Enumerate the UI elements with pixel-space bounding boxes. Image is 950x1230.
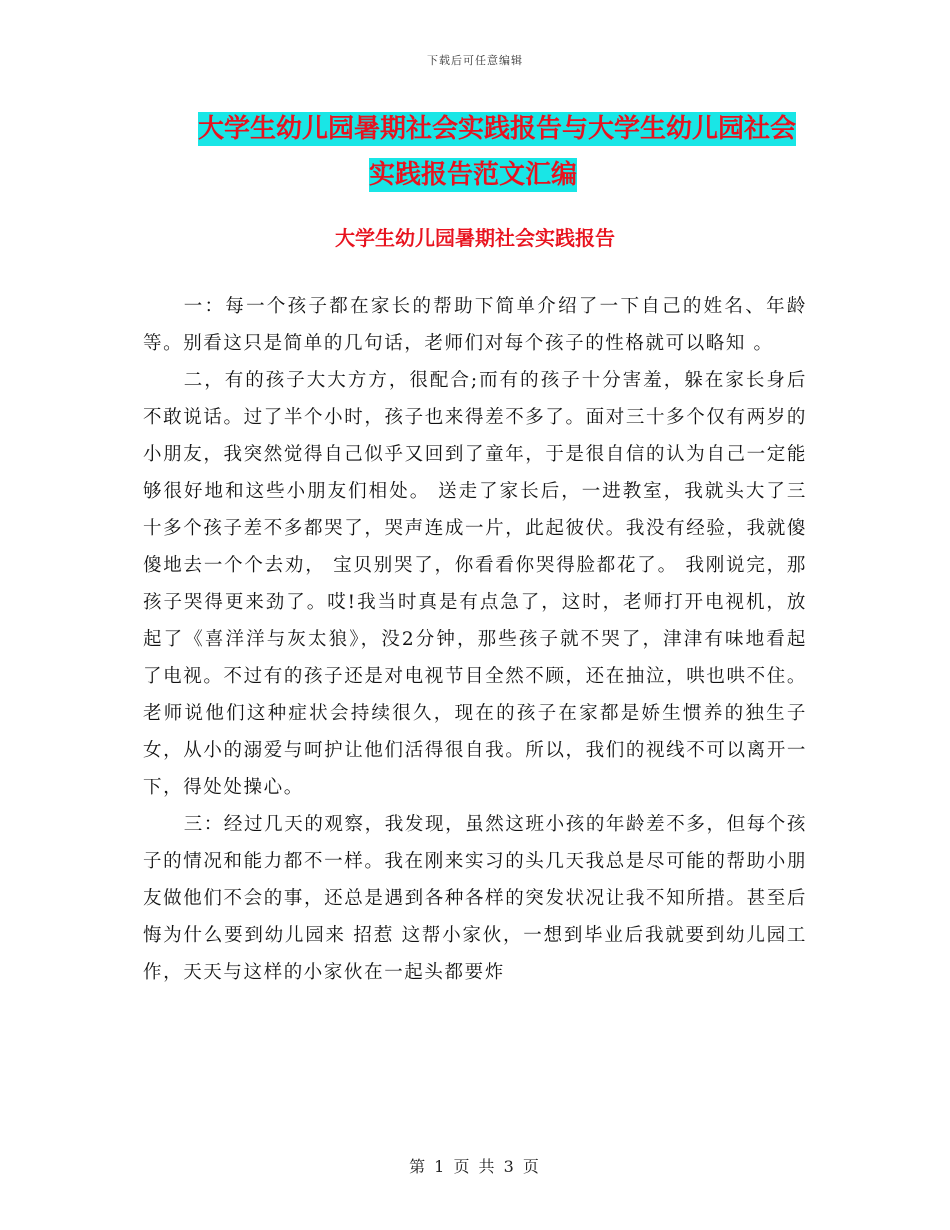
document-title-line-1 bbox=[22, 108, 950, 150]
section-title: 大学生幼儿园暑期社会实践报告 bbox=[335, 226, 615, 250]
document-title-line-2 bbox=[0, 154, 948, 196]
body-paragraph-1: 一：每一个孩子都在家长的帮助下简单介绍了一下自己的姓名、年龄等。别看这只是简单的几句话，老师们对每个孩子的性格就可以略知 。 bbox=[143, 296, 807, 354]
body-paragraph-2: 二，有的孩子大大方方，很配合;而有的孩子十分害羞，躲在家长身后不敢说话。过了半个小时，孩子也来得差不多了。面对三十多个仅有两岁的小朋友，我突然觉得自己似乎又回到了童年，于是很自信的认为自己一定能够很好地和这些小朋友们相处。 送走了家长后，一进教室，我就头大了三十多个孩子差不多都哭了，哭声连成一片，此起彼伏。我没有经验，我就傻傻地去一个个去劝， 宝贝别哭了，你看看你哭得脸都花了。 我刚说完，那孩子哭得更来劲了。哎!我当时真是有点急了，这时，老师打开电视机，放起了《喜洋洋与灰太狼》，没2分钟，那些孩子就不哭了，津津有味地看起了电视。不过有的孩子还是对电视节目全然不顾，还在抽泣，哄也哄不住。老师说他们这种症状会持续很久，现在的孩子在家都是娇生惯养的独生子女，从小的溺爱与呵护让他们活得很自我。所以，我们的视线不可以离开一下，得处处操心。 bbox=[143, 370, 807, 798]
header-note: 下载后可任意编辑 bbox=[427, 54, 523, 67]
document-title-text-1: 大学生幼儿园暑期社会实践报告与大学生幼儿园社会 bbox=[197, 114, 796, 144]
document-body bbox=[143, 288, 807, 991]
body-paragraph-3: 三：经过几天的观察，我发现，虽然这班小孩的年龄差不多，但每个孩子的情况和能力都不一样。我在刚来实习的头几天我总是尽可能的帮助小朋友做他们不会的事，还总是遇到各种各样的突发状况让我不知所措。甚至后悔为什么要到幼儿园来 招惹 这帮小家伙，一想到毕业后我就要到幼儿园工作，天天与这样的小家伙在一起头都要炸 bbox=[143, 814, 807, 983]
page-footer: 第 1 页 共 3 页 bbox=[409, 1157, 541, 1176]
document-title-text-2: 实践报告范文汇编 bbox=[368, 160, 577, 190]
